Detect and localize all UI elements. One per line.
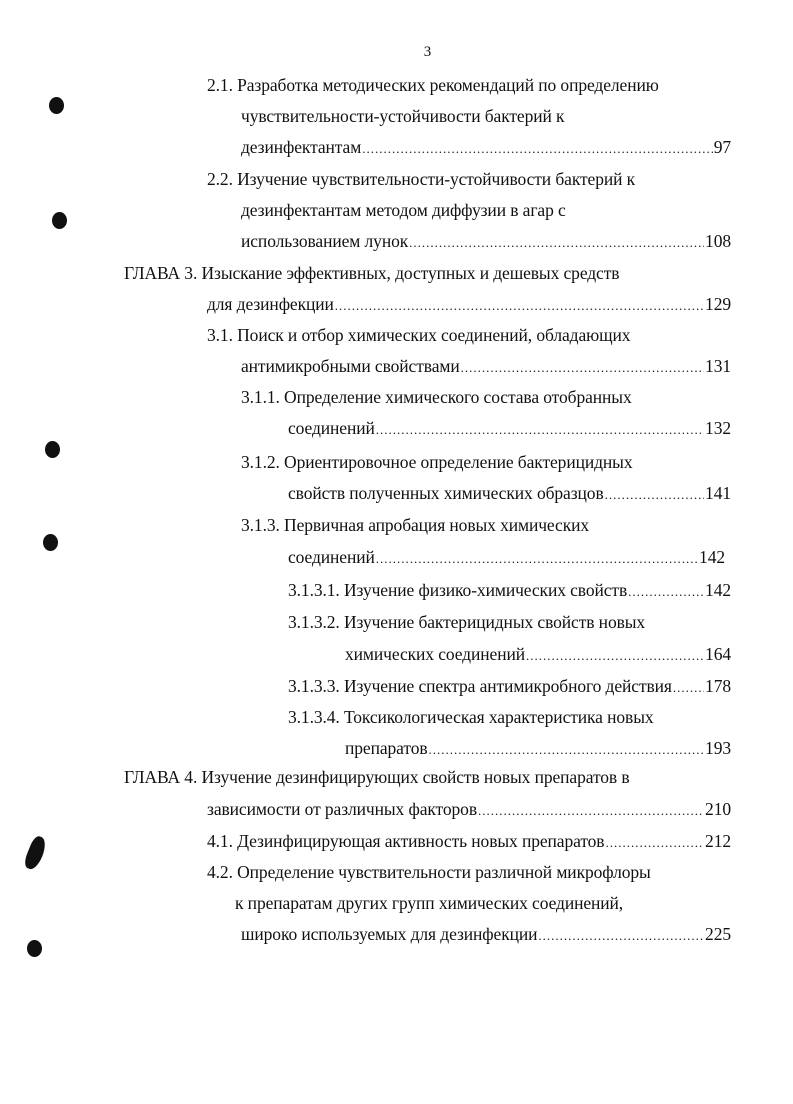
- toc-entry-text: 3.1. Поиск и отбор химических соединений, обладающих: [207, 325, 631, 345]
- toc-line: [288, 609, 708, 635]
- toc-line: [241, 353, 731, 379]
- toc-line: [345, 641, 731, 667]
- toc-entry-text: 3.1.3.1. Изучение физико-химических свойств: [288, 580, 628, 600]
- toc-line: [207, 72, 707, 98]
- leader-dots: [526, 643, 704, 667]
- toc-entry-text: 3.1.3.4. Токсикологическая характеристика новых: [288, 707, 654, 727]
- toc-line: [288, 704, 708, 730]
- toc-line: [345, 735, 731, 761]
- toc-entry-text: к препаратам других групп химических соединений,: [235, 893, 624, 913]
- toc-line: [288, 673, 731, 699]
- toc-line: [235, 890, 715, 916]
- leader-dots: [376, 546, 698, 570]
- toc-entry-text: свойств полученных химических образцов: [288, 483, 604, 503]
- toc-entry-text: 3.1.3.2. Изучение бактерицидных свойств новых: [288, 612, 646, 632]
- toc-entry-text: 2.2. Изучение чувствительности-устойчивости бактерий к: [207, 169, 636, 189]
- toc-page-number: 212: [705, 831, 731, 851]
- leader-dots: [429, 737, 705, 761]
- toc-page-number: 141: [705, 483, 731, 503]
- toc-page-number: 225: [705, 924, 731, 944]
- toc-line: [207, 828, 731, 854]
- toc-line: [288, 577, 731, 603]
- toc-entry-text: 4.2. Определение чувствительности различной микрофлоры: [207, 862, 651, 882]
- toc-chapter-heading: [124, 260, 724, 286]
- toc-entry-text: использованием лунок: [241, 231, 409, 251]
- toc-entry-text: антимикробными свойствами: [241, 356, 460, 376]
- toc-page-number: 142: [705, 580, 731, 600]
- toc-line: [241, 512, 711, 538]
- toc-line: [207, 859, 707, 885]
- toc-line: [288, 415, 731, 441]
- toc-entry-text: 2.1. Разработка методических рекомендаций по определению: [207, 75, 659, 95]
- toc-entry-text: препаратов: [345, 738, 428, 758]
- toc-page-number: 131: [705, 356, 731, 376]
- toc-page-number: 108: [705, 231, 731, 251]
- toc-entry-text: ГЛАВА 4. Изучение дезинфицирующих свойств новых препаратов в: [124, 767, 630, 787]
- toc-line: [207, 166, 707, 192]
- toc-entry-text: дезинфектантам методом диффузии в агар с: [241, 200, 566, 220]
- leader-dots: [628, 579, 704, 603]
- toc-entry-text: широко используемых для дезинфекции: [241, 924, 538, 944]
- toc-entry-text: ГЛАВА 3. Изыскание эффективных, доступных и дешевых средств: [124, 263, 620, 283]
- toc-page-number: 97: [713, 137, 731, 157]
- toc-line: [288, 544, 725, 570]
- leader-dots: [673, 675, 704, 699]
- toc-line: [241, 384, 711, 410]
- toc-line: [241, 197, 711, 223]
- toc-line: [207, 291, 731, 317]
- toc-entry-text: соединений: [288, 418, 375, 438]
- toc-entry-text: химических соединений: [345, 644, 525, 664]
- toc-line: [241, 103, 711, 129]
- toc-line: [207, 322, 707, 348]
- toc-page-number: 178: [705, 676, 731, 696]
- toc-page-number: 210: [705, 799, 731, 819]
- toc-entry-text: соединений: [288, 547, 375, 567]
- toc-chapter-heading: [124, 764, 724, 790]
- toc-page-number: 142: [699, 547, 725, 567]
- toc-page-number: 164: [705, 644, 731, 664]
- leader-dots: [538, 923, 704, 947]
- toc-entry-text: для дезинфекции: [207, 294, 334, 314]
- toc-entry-text: зависимости от различных факторов: [207, 799, 477, 819]
- leader-dots: [362, 136, 712, 160]
- toc-page-number: 129: [705, 294, 731, 314]
- toc-entry-text: 3.1.2. Ориентировочное определение бактерицидных: [241, 452, 633, 472]
- toc-line: [241, 134, 731, 160]
- leader-dots: [605, 482, 704, 506]
- leader-dots: [409, 230, 704, 254]
- toc-entry-text: 3.1.3. Первичная апробация новых химических: [241, 515, 590, 535]
- toc-page-number: 132: [705, 418, 731, 438]
- leader-dots: [605, 830, 704, 854]
- toc-entry-text: 3.1.1. Определение химического состава отобранных: [241, 387, 632, 407]
- toc-entry-text: дезинфектантам: [241, 137, 362, 157]
- toc-line: [207, 796, 731, 822]
- leader-dots: [478, 798, 704, 822]
- toc-entry-text: чувствительности-устойчивости бактерий к: [241, 106, 565, 126]
- leader-dots: [376, 417, 704, 441]
- toc-line: [241, 228, 731, 254]
- toc-entry-text: 4.1. Дезинфицирующая активность новых препаратов: [207, 831, 605, 851]
- toc-entry-text: 3.1.3.3. Изучение спектра антимикробного действия: [288, 676, 672, 696]
- toc-line: [241, 921, 731, 947]
- leader-dots: [461, 355, 704, 379]
- page-number: 3: [423, 44, 432, 60]
- toc-page-number: 193: [705, 738, 731, 758]
- leader-dots: [335, 293, 704, 317]
- toc-line: [241, 449, 711, 475]
- toc-line: [288, 480, 731, 506]
